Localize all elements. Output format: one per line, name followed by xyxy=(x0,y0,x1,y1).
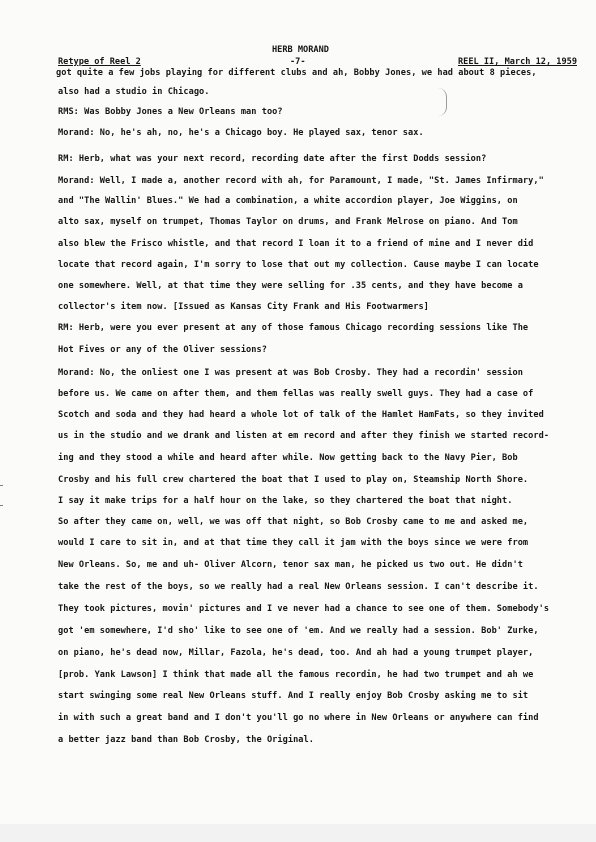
transcript-line: also had a studio in Chicago. xyxy=(58,87,210,97)
transcript-line: on piano, he's dead now, Millar, Fazola, he's dead, too. And ah had a young trumpet player, xyxy=(58,648,534,658)
transcript-line: one somewhere. Well, at that time they were selling for .35 cents, and they have become a xyxy=(58,281,523,291)
scan-bottom-edge xyxy=(0,824,596,842)
transcript-line: start swinging some real New Orleans stuff. And I really enjoy Bob Crosby asking me to sit xyxy=(58,691,529,701)
left-margin-mark xyxy=(0,485,3,486)
transcript-line: locate that record again, I'm sorry to lose that out my collection. Cause maybe I can locate xyxy=(58,260,539,270)
transcript-line: alto sax, myself on trumpet, Thomas Taylor on drums, and Frank Melrose on piano. And Tom xyxy=(58,217,518,227)
transcript-line: collector's item now. [Issued as Kansas City Frank and His Footwarmers] xyxy=(58,302,429,312)
transcript-line: got 'em somewhere, I'd sho' like to see one of 'em. And we really had a session. Bob' Zurke, xyxy=(58,626,539,636)
left-margin-mark xyxy=(0,505,3,506)
transcript-line: us in the studio and we drank and listen at em record and after they finish we started record- xyxy=(58,431,550,441)
transcript-line: Crosby and his full crew chartered the boat that I used to play on, Steamship North Shore. xyxy=(58,475,529,485)
document-title: HERB MORAND xyxy=(272,45,329,55)
transcript-line: I say it make trips for a half hour on the lake, so they chartered the boat that night. xyxy=(58,496,513,506)
transcript-line: before us. We came on after them, and them fellas was really swell guys. They had a case of xyxy=(58,389,534,399)
transcript-line: in with such a great band and I don't you'll go no where in New Orleans or anywhere can find xyxy=(58,713,539,723)
reel-label: Retype of Reel 2 xyxy=(58,57,141,67)
transcript-line: take the rest of the boys, so we really had a real New Orleans session. I can't describe it. xyxy=(58,582,539,592)
paper-crease-mark xyxy=(438,88,447,116)
transcript-line: and "The Wallin' Blues." We had a combination, a white accordion player, Joe Wiggins, on xyxy=(58,196,518,206)
transcript-line: They took pictures, movin' pictures and I ve never had a chance to see one of them. Somebody's xyxy=(58,604,550,614)
transcript-line: New Orleans. So, me and uh- Oliver Alcorn, tenor sax man, he picked us two out. He didn't xyxy=(58,560,523,570)
transcript-line: RM: Herb, what was your next record, recording date after the first Dodds session? xyxy=(58,154,487,164)
transcript-line: ing and they stood a while and heard after while. Now getting back to the Navy Pier, Bob xyxy=(58,453,518,463)
transcript-line: RM: Herb, were you ever present at any of those famous Chicago recording sessions like The xyxy=(58,323,529,333)
transcript-line: Morand: Well, I made a, another record with ah, for Paramount, I made, "St. James Infirmary," xyxy=(58,176,544,186)
date-label: REEL II, March 12, 1959 xyxy=(458,57,577,67)
transcript-line: Morand: No, he's ah, no, he's a Chicago boy. He played sax, tenor sax. xyxy=(58,128,424,138)
page-number: -7- xyxy=(290,57,306,67)
transcript-line: got quite a few jobs playing for different clubs and ah, Bobby Jones, we had about 8 pieces, xyxy=(56,68,537,78)
transcript-line: So after they came on, well, we was off that night, so Bob Crosby came to me and asked me, xyxy=(58,517,529,527)
transcript-line: RMS: Was Bobby Jones a New Orleans man too? xyxy=(58,107,283,117)
transcript-line: a better jazz band than Bob Crosby, the Original. xyxy=(58,735,314,745)
transcript-line: Morand: No, the onliest one I was present at was Bob Crosby. They had a recordin' session xyxy=(58,368,523,378)
transcript-line: Hot Fives or any of the Oliver sessions? xyxy=(58,345,267,355)
transcript-line: also blew the Frisco whistle, and that record I loan it to a friend of mine and I never did xyxy=(58,239,534,249)
transcript-line: would I care to sit in, and at that time they call it jam with the boys since we were from xyxy=(58,538,529,548)
transcript-line: Scotch and soda and they had heard a whole lot of talk of the Hamlet HamFats, so they invited xyxy=(58,410,544,420)
transcript-line: [prob. Yank Lawson] I think that made all the famous recordin, he had two trumpet and ah we xyxy=(58,670,534,680)
